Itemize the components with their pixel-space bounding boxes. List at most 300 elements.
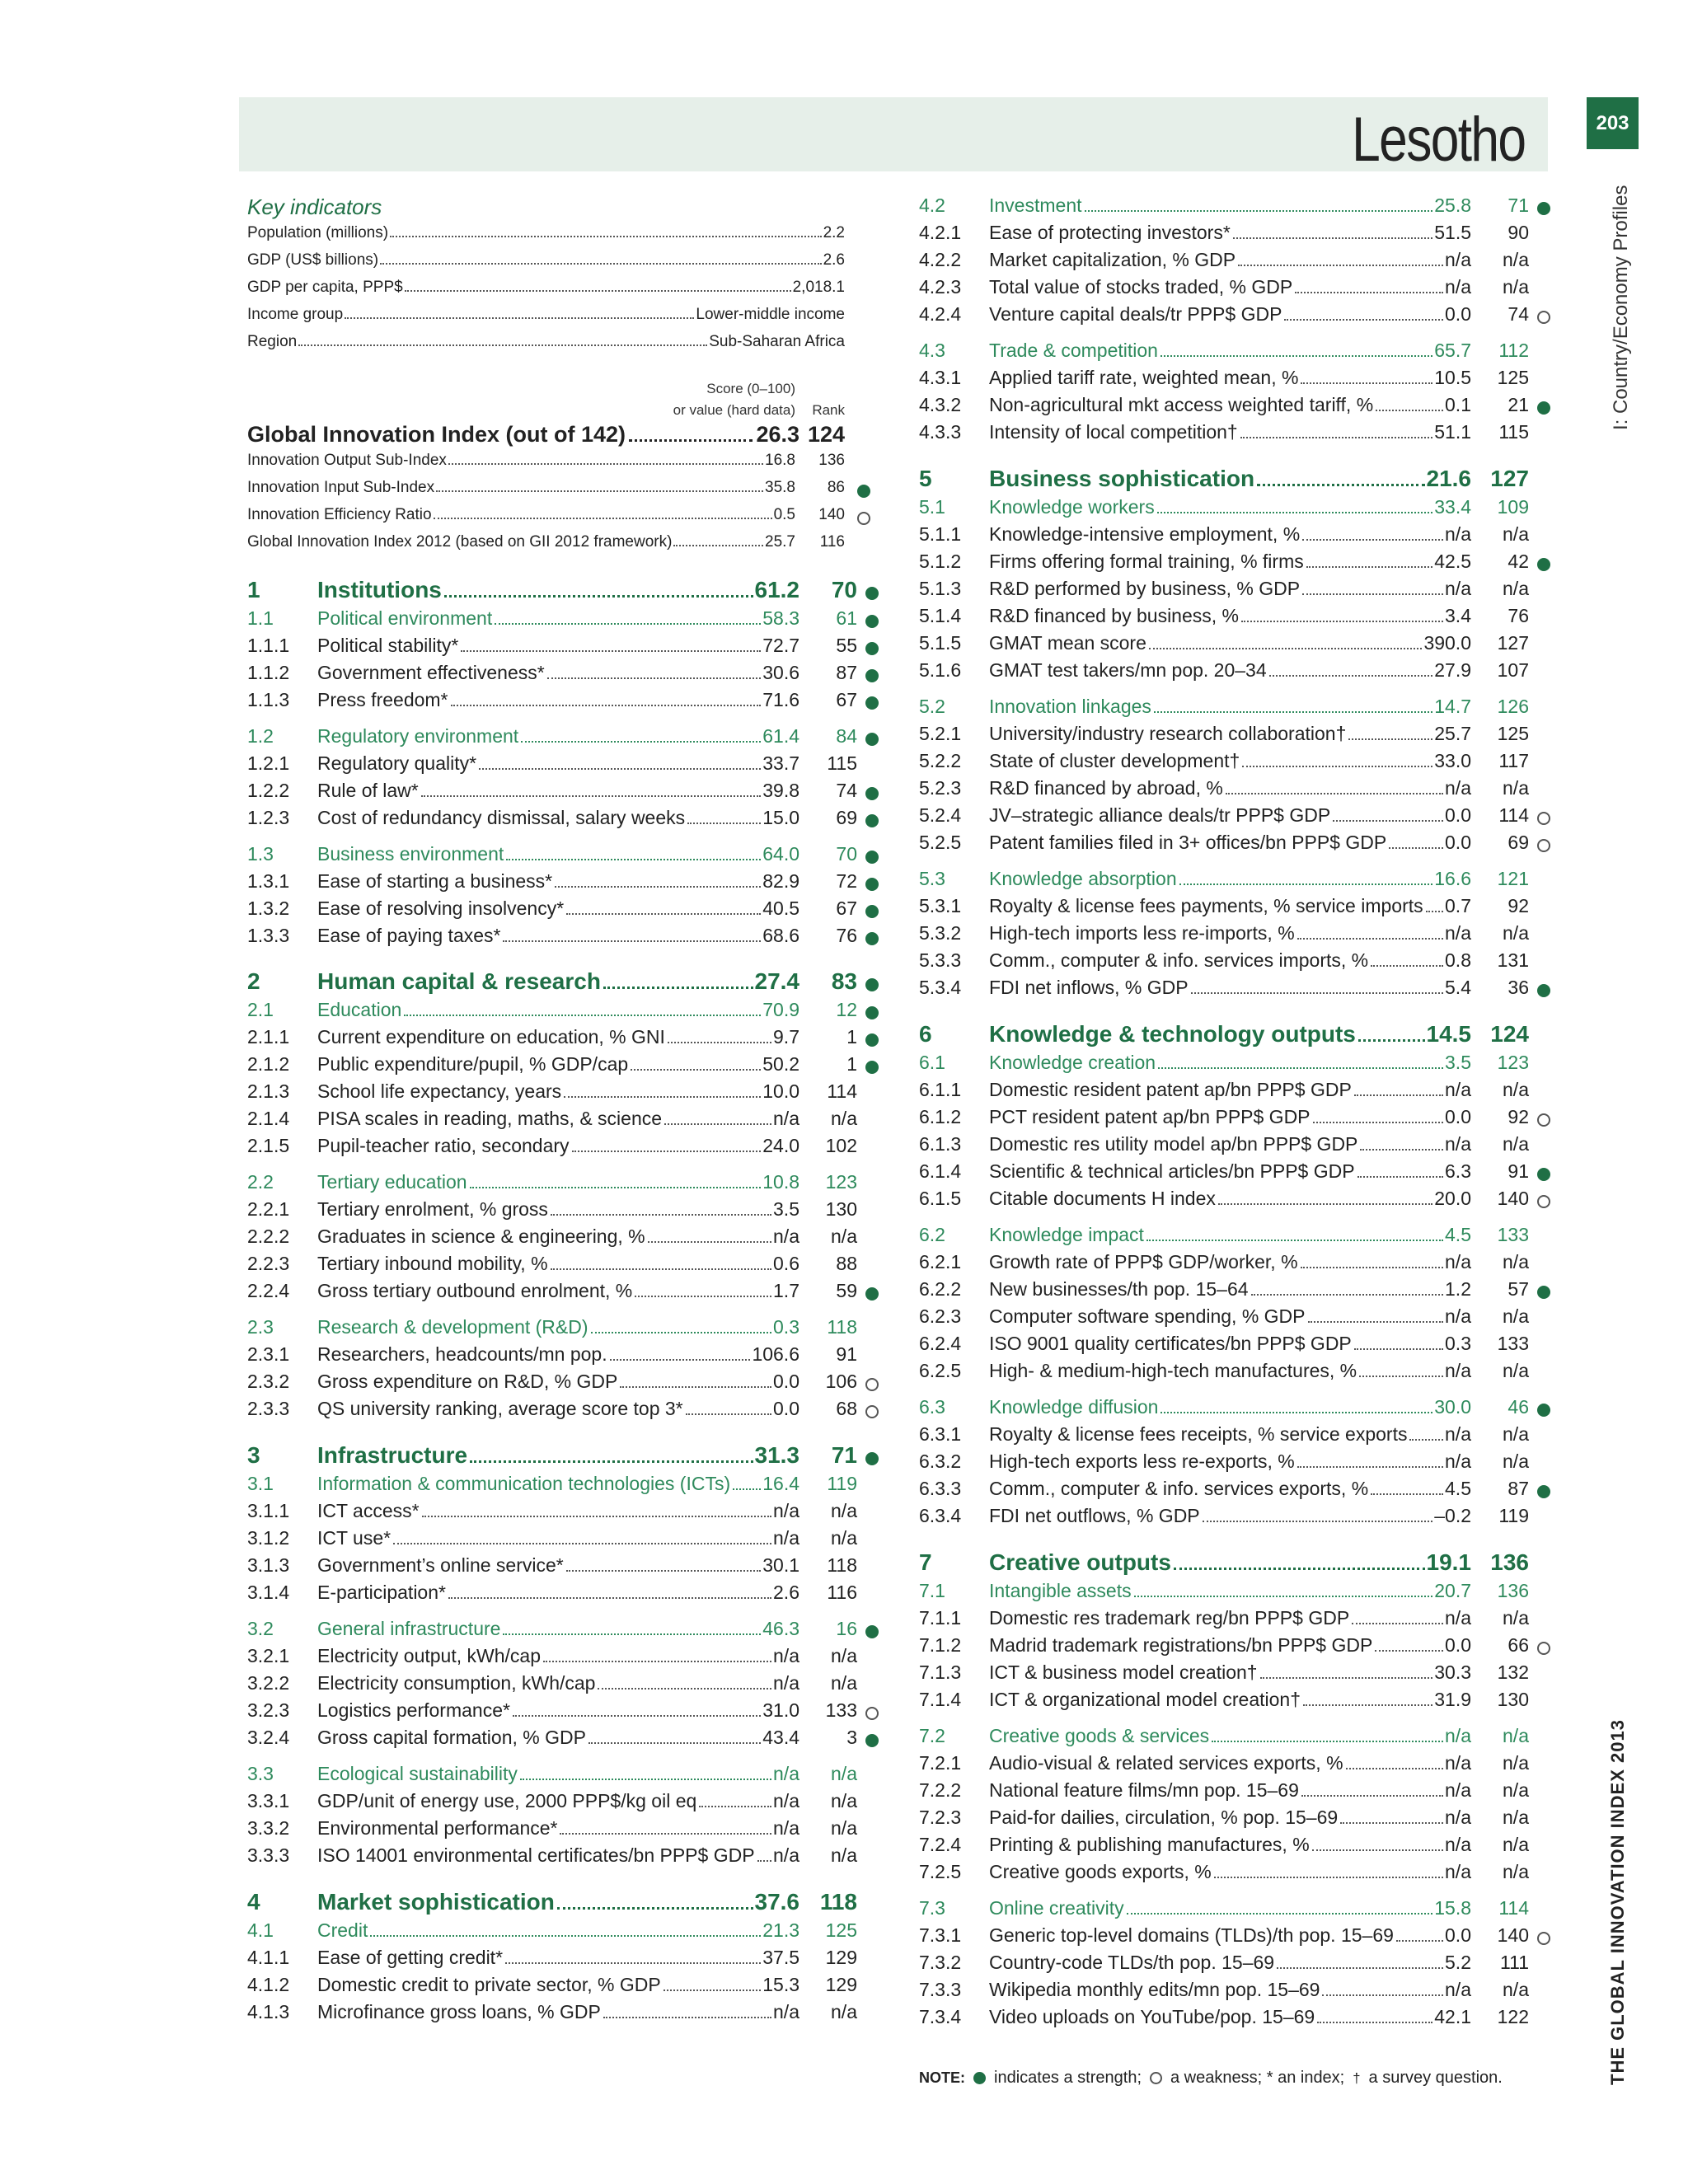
indicator-code: 7.2.4 <box>919 1834 962 1855</box>
key-indicator-value: 2.2 <box>823 224 845 241</box>
indicator-score: 0.6 <box>773 1253 799 1274</box>
indicator-label: Country-code TLDs/th pop. 15–69 <box>989 1952 1275 1973</box>
strength-marker-icon <box>1537 1485 1550 1498</box>
indicator-score: 14.7 <box>1434 696 1471 717</box>
leader-dots <box>1302 593 1443 595</box>
indicator-rank: 115 <box>1498 421 1529 443</box>
indicator-rank: 123 <box>1497 1052 1529 1073</box>
indicator-label: Regulatory quality* <box>317 752 477 774</box>
indicator-row <box>0 895 1688 921</box>
indicator-row <box>0 777 1688 804</box>
leader-dots <box>1360 1149 1443 1151</box>
indicator-label: Gross capital formation, % GDP <box>317 1727 586 1748</box>
indicator-code: 3.1.2 <box>247 1527 290 1549</box>
indicator-label: National feature films/mn pop. 15–69 <box>989 1779 1299 1801</box>
indicator-rank: 106 <box>825 1371 857 1392</box>
indicator-rank: 123 <box>825 1171 857 1193</box>
indicator-label: Gross tertiary outbound enrolment, % <box>317 1280 633 1301</box>
indicator-code: 4.2.1 <box>919 222 962 243</box>
indicator-code: 1.3.3 <box>247 925 290 946</box>
indicator-label: Regulatory environment <box>317 725 519 747</box>
indicator-score: n/a <box>1445 1133 1471 1155</box>
leader-dots <box>1389 847 1443 849</box>
indicator-row <box>0 421 1688 448</box>
indicator-code: 4.1 <box>247 1919 274 1941</box>
gii-subindex-label: Innovation Input Sub-Index <box>247 479 435 496</box>
key-indicator-label: Region <box>247 333 298 350</box>
indicator-code: 6.2 <box>919 1224 945 1245</box>
note-prefix: NOTE: <box>919 2069 965 2086</box>
indicator-label-group <box>989 1580 1471 1602</box>
indicator-label: School life expectancy, years <box>317 1080 562 1102</box>
indicator-rank: 140 <box>1497 1924 1529 1946</box>
indicator-code: 2 <box>247 968 260 994</box>
indicator-code: 6.2.5 <box>919 1360 962 1381</box>
indicator-score: n/a <box>1445 1725 1471 1746</box>
indicator-label-group <box>989 421 1471 443</box>
leader-dots <box>1301 382 1432 384</box>
indicator-score: 0.7 <box>1445 895 1471 916</box>
indicator-score: 1.7 <box>773 1280 799 1301</box>
leader-dots <box>1242 766 1432 767</box>
indicator-row <box>0 1861 1688 1887</box>
indicator-score: 4.5 <box>1445 1224 1471 1245</box>
leader-dots <box>1157 512 1433 513</box>
indicator-label: E-participation* <box>317 1582 446 1603</box>
indicator-code: 4.1.2 <box>247 1974 290 1995</box>
indicator-label-group <box>989 777 1471 799</box>
indicator-score: n/a <box>773 1226 799 1247</box>
indicator-rank: 130 <box>825 1198 857 1220</box>
weakness-marker-icon <box>1537 812 1550 825</box>
indicator-rank: 129 <box>825 1974 857 1995</box>
indicator-score: 50.2 <box>762 1053 799 1075</box>
indicator-rank: n/a <box>1503 523 1529 545</box>
indicator-score: 3.4 <box>1445 605 1471 626</box>
leader-dots <box>1203 1521 1433 1522</box>
indicator-label-group <box>989 723 1471 745</box>
indicator-rank: 119 <box>1498 1505 1529 1526</box>
indicator-rank: 136 <box>1497 1580 1529 1601</box>
indicator-code: 1.2.1 <box>247 752 290 774</box>
indicator-score: 15.8 <box>1434 1897 1471 1919</box>
indicator-rank: 87 <box>836 662 857 683</box>
key-indicator-label: GDP (US$ billions) <box>247 251 379 269</box>
indicator-rank: 133 <box>1497 1224 1529 1245</box>
leader-dots <box>1160 1412 1432 1413</box>
indicator-rank: 125 <box>1497 723 1529 744</box>
indicator-label: Intangible assets <box>989 1580 1132 1601</box>
indicator-score: 21.6 <box>1426 466 1471 491</box>
indicator-score: n/a <box>1445 1360 1471 1381</box>
indicator-row <box>0 1188 1688 1214</box>
indicator-score: 0.0 <box>773 1398 799 1419</box>
indicator-label: PISA scales in reading, maths, & science <box>317 1108 663 1129</box>
indicator-code: 6.3.4 <box>919 1505 962 1526</box>
indicator-rank: 91 <box>836 1343 857 1365</box>
indicator-label-group <box>989 1834 1471 1856</box>
leader-dots <box>1191 992 1443 994</box>
note-strength: indicates a strength; <box>994 2069 1142 2087</box>
indicator-label-group <box>989 1251 1471 1273</box>
indicator-score: n/a <box>773 1790 799 1811</box>
indicator-rank: n/a <box>831 1817 857 1839</box>
indicator-row <box>0 1305 1688 1332</box>
indicator-label: Domestic res trademark reg/bn PPP$ GDP <box>989 1607 1350 1629</box>
indicator-row <box>0 750 1688 776</box>
indicator-label-group <box>989 194 1471 217</box>
indicator-score: 72.7 <box>762 635 799 656</box>
gii-subindex-value: 25.7 <box>765 533 795 551</box>
indicator-score: 42.5 <box>1434 551 1471 572</box>
indicator-score: 33.0 <box>1434 750 1471 771</box>
indicator-rank: 136 <box>1490 1549 1529 1575</box>
indicator-code: 4.3.1 <box>919 367 962 388</box>
indicator-row <box>0 1133 1688 1160</box>
leader-dots <box>506 859 761 860</box>
indicator-rank: n/a <box>831 1527 857 1549</box>
key-indicator-label: Population (millions) <box>247 224 389 241</box>
indicator-score: 0.0 <box>1445 1106 1471 1127</box>
leader-dots <box>1348 738 1432 740</box>
indicator-label: Press freedom* <box>317 689 448 710</box>
indicator-label-group <box>989 605 1471 627</box>
indicator-label-group <box>989 895 1471 917</box>
indicator-label-group <box>989 249 1471 271</box>
indicator-score: 10.5 <box>1434 367 1471 388</box>
indicator-label-group <box>989 1634 1471 1657</box>
indicator-rank: 109 <box>1497 496 1529 518</box>
indicator-label: Researchers, headcounts/mn pop. <box>317 1343 607 1365</box>
indicator-label-group <box>989 1360 1471 1382</box>
indicator-rank: n/a <box>1503 1861 1529 1882</box>
note-weakness: a weakness; * an index; <box>1170 2069 1345 2087</box>
indicator-label: Intensity of local competition† <box>989 421 1238 443</box>
leader-dots <box>1297 1466 1443 1468</box>
indicator-code: 6.2.3 <box>919 1305 962 1327</box>
indicator-label-group <box>989 1478 1471 1500</box>
indicator-label-group <box>989 1079 1471 1101</box>
indicator-row <box>0 1607 1688 1633</box>
indicator-label-group <box>989 1451 1471 1473</box>
pillar-row <box>0 466 1688 497</box>
indicator-label: R&D financed by abroad, % <box>989 777 1223 799</box>
indicator-code: 5.1.1 <box>919 523 962 545</box>
indicator-score: 0.1 <box>1445 394 1471 415</box>
indicator-row <box>0 1924 1688 1951</box>
indicator-rank: 121 <box>1497 868 1529 889</box>
leader-dots <box>1303 1704 1432 1706</box>
subpillar-row <box>0 696 1688 722</box>
indicator-code: 7.1 <box>919 1580 945 1601</box>
indicator-label: Institutions <box>317 577 442 602</box>
indicator-score: 40.5 <box>762 898 799 919</box>
indicator-label-group <box>989 394 1471 416</box>
indicator-label: Patent families filed in 3+ offices/bn PPP$ GDP <box>989 832 1387 853</box>
indicator-rank: 3 <box>846 1727 857 1748</box>
indicator-score: n/a <box>1445 1807 1471 1828</box>
indicator-code: 3.2.2 <box>247 1672 290 1694</box>
leader-dots <box>1371 965 1443 967</box>
leader-dots <box>1295 292 1443 293</box>
indicator-label: Domestic credit to private sector, % GDP <box>317 1974 661 1995</box>
indicator-label: High-tech imports less re-imports, % <box>989 922 1295 944</box>
indicator-score: 6.3 <box>1445 1160 1471 1182</box>
indicator-code: 1.2 <box>247 725 274 747</box>
indicator-code: 5.1.3 <box>919 578 962 599</box>
leader-dots <box>551 1214 771 1216</box>
gii-main-label: Global Innovation Index (out of 142) <box>247 422 626 447</box>
key-indicator-value: 2,018.1 <box>792 279 845 296</box>
indicator-rank: 71 <box>1507 194 1529 216</box>
indicator-code: 7.3 <box>919 1897 945 1919</box>
indicator-code: 5.2.4 <box>919 804 962 826</box>
indicator-rank: 90 <box>1507 222 1529 243</box>
indicator-label: High-tech exports less re-exports, % <box>989 1451 1295 1472</box>
gii-subindex-rank: 136 <box>818 452 845 469</box>
indicator-score: –0.2 <box>1434 1505 1471 1526</box>
strength-marker-icon <box>1537 558 1550 571</box>
indicator-score: 5.2 <box>1445 1952 1471 1973</box>
indicator-rank: n/a <box>831 1763 857 1784</box>
indicator-rank: 107 <box>1497 659 1529 681</box>
leader-dots <box>513 1715 761 1717</box>
indicator-label: R&D performed by business, % GDP <box>989 578 1301 599</box>
gii-main-score: 26.3 <box>756 422 799 447</box>
indicator-row <box>0 551 1688 577</box>
indicator-score: n/a <box>773 1817 799 1839</box>
indicator-score: n/a <box>1445 1861 1471 1882</box>
indicator-label: ICT & organizational model creation† <box>989 1689 1301 1710</box>
indicator-rank: 61 <box>836 607 857 629</box>
indicator-code: 5.1.5 <box>919 632 962 654</box>
indicator-label: Knowledge impact <box>989 1224 1144 1245</box>
leader-dots <box>1354 1348 1443 1350</box>
indicator-rank: n/a <box>831 1500 857 1521</box>
indicator-label: Wikipedia monthly edits/mn pop. 15–69 <box>989 1979 1320 2000</box>
indicator-code: 6.2.1 <box>919 1251 962 1272</box>
indicator-label: Printing & publishing manufactures, % <box>989 1834 1310 1855</box>
indicator-code: 5.3.2 <box>919 922 962 944</box>
indicator-rank: 127 <box>1490 466 1529 491</box>
indicator-label: Investment <box>989 194 1082 216</box>
indicator-label-group <box>989 696 1471 718</box>
leader-dots <box>1284 319 1443 321</box>
leader-dots <box>1241 621 1443 622</box>
indicator-code: 3 <box>247 1442 260 1468</box>
indicator-label: General infrastructure <box>317 1618 501 1639</box>
leader-dots <box>1375 1650 1443 1652</box>
indicator-row <box>0 949 1688 976</box>
indicator-score: n/a <box>1445 1423 1471 1445</box>
leader-dots <box>1214 1877 1443 1878</box>
indicator-score: 4.5 <box>1445 1478 1471 1499</box>
leader-dots <box>1308 1321 1444 1323</box>
indicator-score: n/a <box>773 1527 799 1549</box>
leader-dots <box>1352 1623 1443 1624</box>
indicator-row <box>0 1779 1688 1806</box>
indicator-label: FDI net outflows, % GDP <box>989 1505 1200 1526</box>
indicator-code: 3.1.1 <box>247 1500 290 1521</box>
indicator-label: Ease of getting credit* <box>317 1947 504 1968</box>
leader-dots <box>620 1386 771 1388</box>
indicator-rank: 71 <box>831 1442 857 1468</box>
indicator-row <box>0 1079 1688 1105</box>
indicator-score: 3.5 <box>1445 1052 1471 1073</box>
indicator-label: ICT use* <box>317 1527 392 1549</box>
indicator-rank: 69 <box>836 807 857 828</box>
indicator-code: 3.3.3 <box>247 1844 290 1866</box>
indicator-label: Electricity output, kWh/cap <box>317 1645 541 1666</box>
indicator-code: 5.3.4 <box>919 977 962 998</box>
indicator-label: Ease of paying taxes* <box>317 925 501 946</box>
indicator-label-group <box>989 1807 1471 1829</box>
indicator-rank: 55 <box>836 635 857 656</box>
indicator-code: 5.3 <box>919 868 945 889</box>
leader-dots <box>1371 1493 1443 1495</box>
indicator-label: Research & development (R&D) <box>317 1316 588 1338</box>
indicator-code: 7.3.4 <box>919 2006 962 2027</box>
indicator-row <box>0 276 1688 302</box>
indicator-score: n/a <box>1445 276 1471 298</box>
gii-subindex-label: Innovation Efficiency Ratio <box>247 506 432 523</box>
section-side-label: I: Country/Economy Profiles <box>1610 185 1632 430</box>
indicator-row <box>0 1360 1688 1386</box>
indicator-label: Royalty & license fees receipts, % service exports <box>989 1423 1408 1445</box>
indicator-label: Human capital & research <box>317 968 601 994</box>
indicator-label: Microfinance gross loans, % GDP <box>317 2001 601 2022</box>
indicator-label-group <box>989 1861 1471 1883</box>
indicator-label-group <box>989 466 1471 493</box>
indicator-score: n/a <box>1445 523 1471 545</box>
score-header: Score (0–100) <box>706 381 795 396</box>
indicator-label: Knowledge creation <box>989 1052 1156 1073</box>
indicator-code: 2.2 <box>247 1171 274 1193</box>
indicator-score: 24.0 <box>762 1135 799 1156</box>
indicator-rank: 114 <box>1498 804 1529 826</box>
indicator-score: n/a <box>773 2001 799 2022</box>
indicator-label-group <box>989 551 1471 573</box>
indicator-rank: 118 <box>819 1889 857 1915</box>
leader-dots <box>404 1015 761 1016</box>
indicator-row <box>0 1106 1688 1132</box>
indicator-score: n/a <box>1445 1305 1471 1327</box>
indicator-code: 2.1.5 <box>247 1135 290 1156</box>
indicator-score: 51.1 <box>1434 421 1471 443</box>
subpillar-row <box>0 1396 1688 1422</box>
indicator-row <box>0 1661 1688 1688</box>
indicator-rank: 133 <box>825 1699 857 1721</box>
leader-dots <box>1409 1439 1443 1441</box>
indicator-label: Ease of protecting investors* <box>989 222 1231 243</box>
indicator-score: n/a <box>773 1645 799 1666</box>
indicator-label: Creative goods & services <box>989 1725 1210 1746</box>
indicator-code: 3.2 <box>247 1618 274 1639</box>
rank-header: Rank <box>812 402 845 418</box>
indicator-rank: 84 <box>836 725 857 747</box>
leader-dots <box>1257 484 1424 486</box>
indicator-code: 5.2.1 <box>919 723 962 744</box>
subpillar-row <box>0 1897 1688 1924</box>
indicator-row <box>0 1752 1688 1779</box>
leader-dots <box>1297 938 1443 940</box>
indicator-code: 4.1.3 <box>247 2001 290 2022</box>
indicator-score: 10.8 <box>762 1171 799 1193</box>
indicator-rank: 12 <box>836 999 857 1020</box>
indicator-rank: 87 <box>1507 1478 1529 1499</box>
leader-dots <box>1134 1596 1433 1597</box>
indicator-score: 19.1 <box>1426 1549 1471 1575</box>
indicator-code: 4.3.3 <box>919 421 962 443</box>
indicator-label-group <box>989 1333 1471 1355</box>
indicator-code: 6.2.4 <box>919 1333 962 1354</box>
indicator-row <box>0 1689 1688 1715</box>
indicator-code: 7.3.3 <box>919 1979 962 2000</box>
indicator-score: 20.7 <box>1434 1580 1471 1601</box>
indicator-score: 0.3 <box>1445 1333 1471 1354</box>
indicator-code: 6 <box>919 1021 932 1047</box>
indicator-code: 1 <box>247 577 260 602</box>
indicator-label: QS university ranking, average score top 3* <box>317 1398 683 1419</box>
leader-dots <box>1158 1067 1443 1069</box>
indicator-score: 9.7 <box>773 1026 799 1047</box>
indicator-label: Tertiary enrolment, % gross <box>317 1198 548 1220</box>
indicator-label-group <box>989 949 1471 972</box>
indicator-label-group <box>989 1661 1471 1684</box>
indicator-code: 5.1.4 <box>919 605 962 626</box>
indicator-code: 7.2.2 <box>919 1779 962 1801</box>
indicator-rank: 92 <box>1507 895 1529 916</box>
indicator-code: 7.1.4 <box>919 1689 962 1710</box>
indicator-row <box>0 578 1688 604</box>
indicator-code: 1.1.3 <box>247 689 290 710</box>
indicator-label-group <box>989 523 1471 546</box>
indicator-score: 0.0 <box>1445 832 1471 853</box>
leader-dots <box>1396 1940 1443 1942</box>
indicator-code: 4.2.4 <box>919 303 962 325</box>
indicator-rank: 74 <box>836 780 857 801</box>
indicator-score: 2.6 <box>773 1582 799 1603</box>
indicator-code: 4.2.2 <box>919 249 962 270</box>
indicator-label: University/industry research collaboration† <box>989 723 1347 744</box>
indicator-row <box>0 977 1688 1003</box>
indicator-label-group <box>989 1133 1471 1155</box>
indicator-label: Generic top-level domains (TLDs)/th pop. 15–69 <box>989 1924 1394 1946</box>
indicator-rank: 130 <box>1497 1689 1529 1710</box>
indicator-label-group <box>989 1021 1471 1048</box>
indicator-label: Information & communication technologies (ICTs) <box>317 1473 731 1494</box>
leader-dots <box>1226 793 1443 794</box>
indicator-score: 30.1 <box>762 1554 799 1576</box>
indicator-score: 30.6 <box>762 662 799 683</box>
indicator-label-group <box>989 1924 1471 1947</box>
indicator-row <box>0 1952 1688 1978</box>
indicator-score: 51.5 <box>1434 222 1471 243</box>
indicator-rank: n/a <box>1503 1779 1529 1801</box>
indicator-label-group <box>989 1607 1471 1629</box>
indicator-label: Government effectiveness* <box>317 662 545 683</box>
indicator-code: 2.1.1 <box>247 1026 290 1047</box>
leader-dots <box>1149 648 1423 649</box>
indicator-rank: 131 <box>1497 949 1529 971</box>
indicator-rank: n/a <box>1503 1725 1529 1746</box>
indicator-rank: 133 <box>1497 1333 1529 1354</box>
indicator-rank: n/a <box>1503 1423 1529 1445</box>
indicator-score: n/a <box>1445 1779 1471 1801</box>
indicator-label: Rule of law* <box>317 780 419 801</box>
indicator-code: 3.3 <box>247 1763 274 1784</box>
indicator-label: Computer software spending, % GDP <box>989 1305 1306 1327</box>
